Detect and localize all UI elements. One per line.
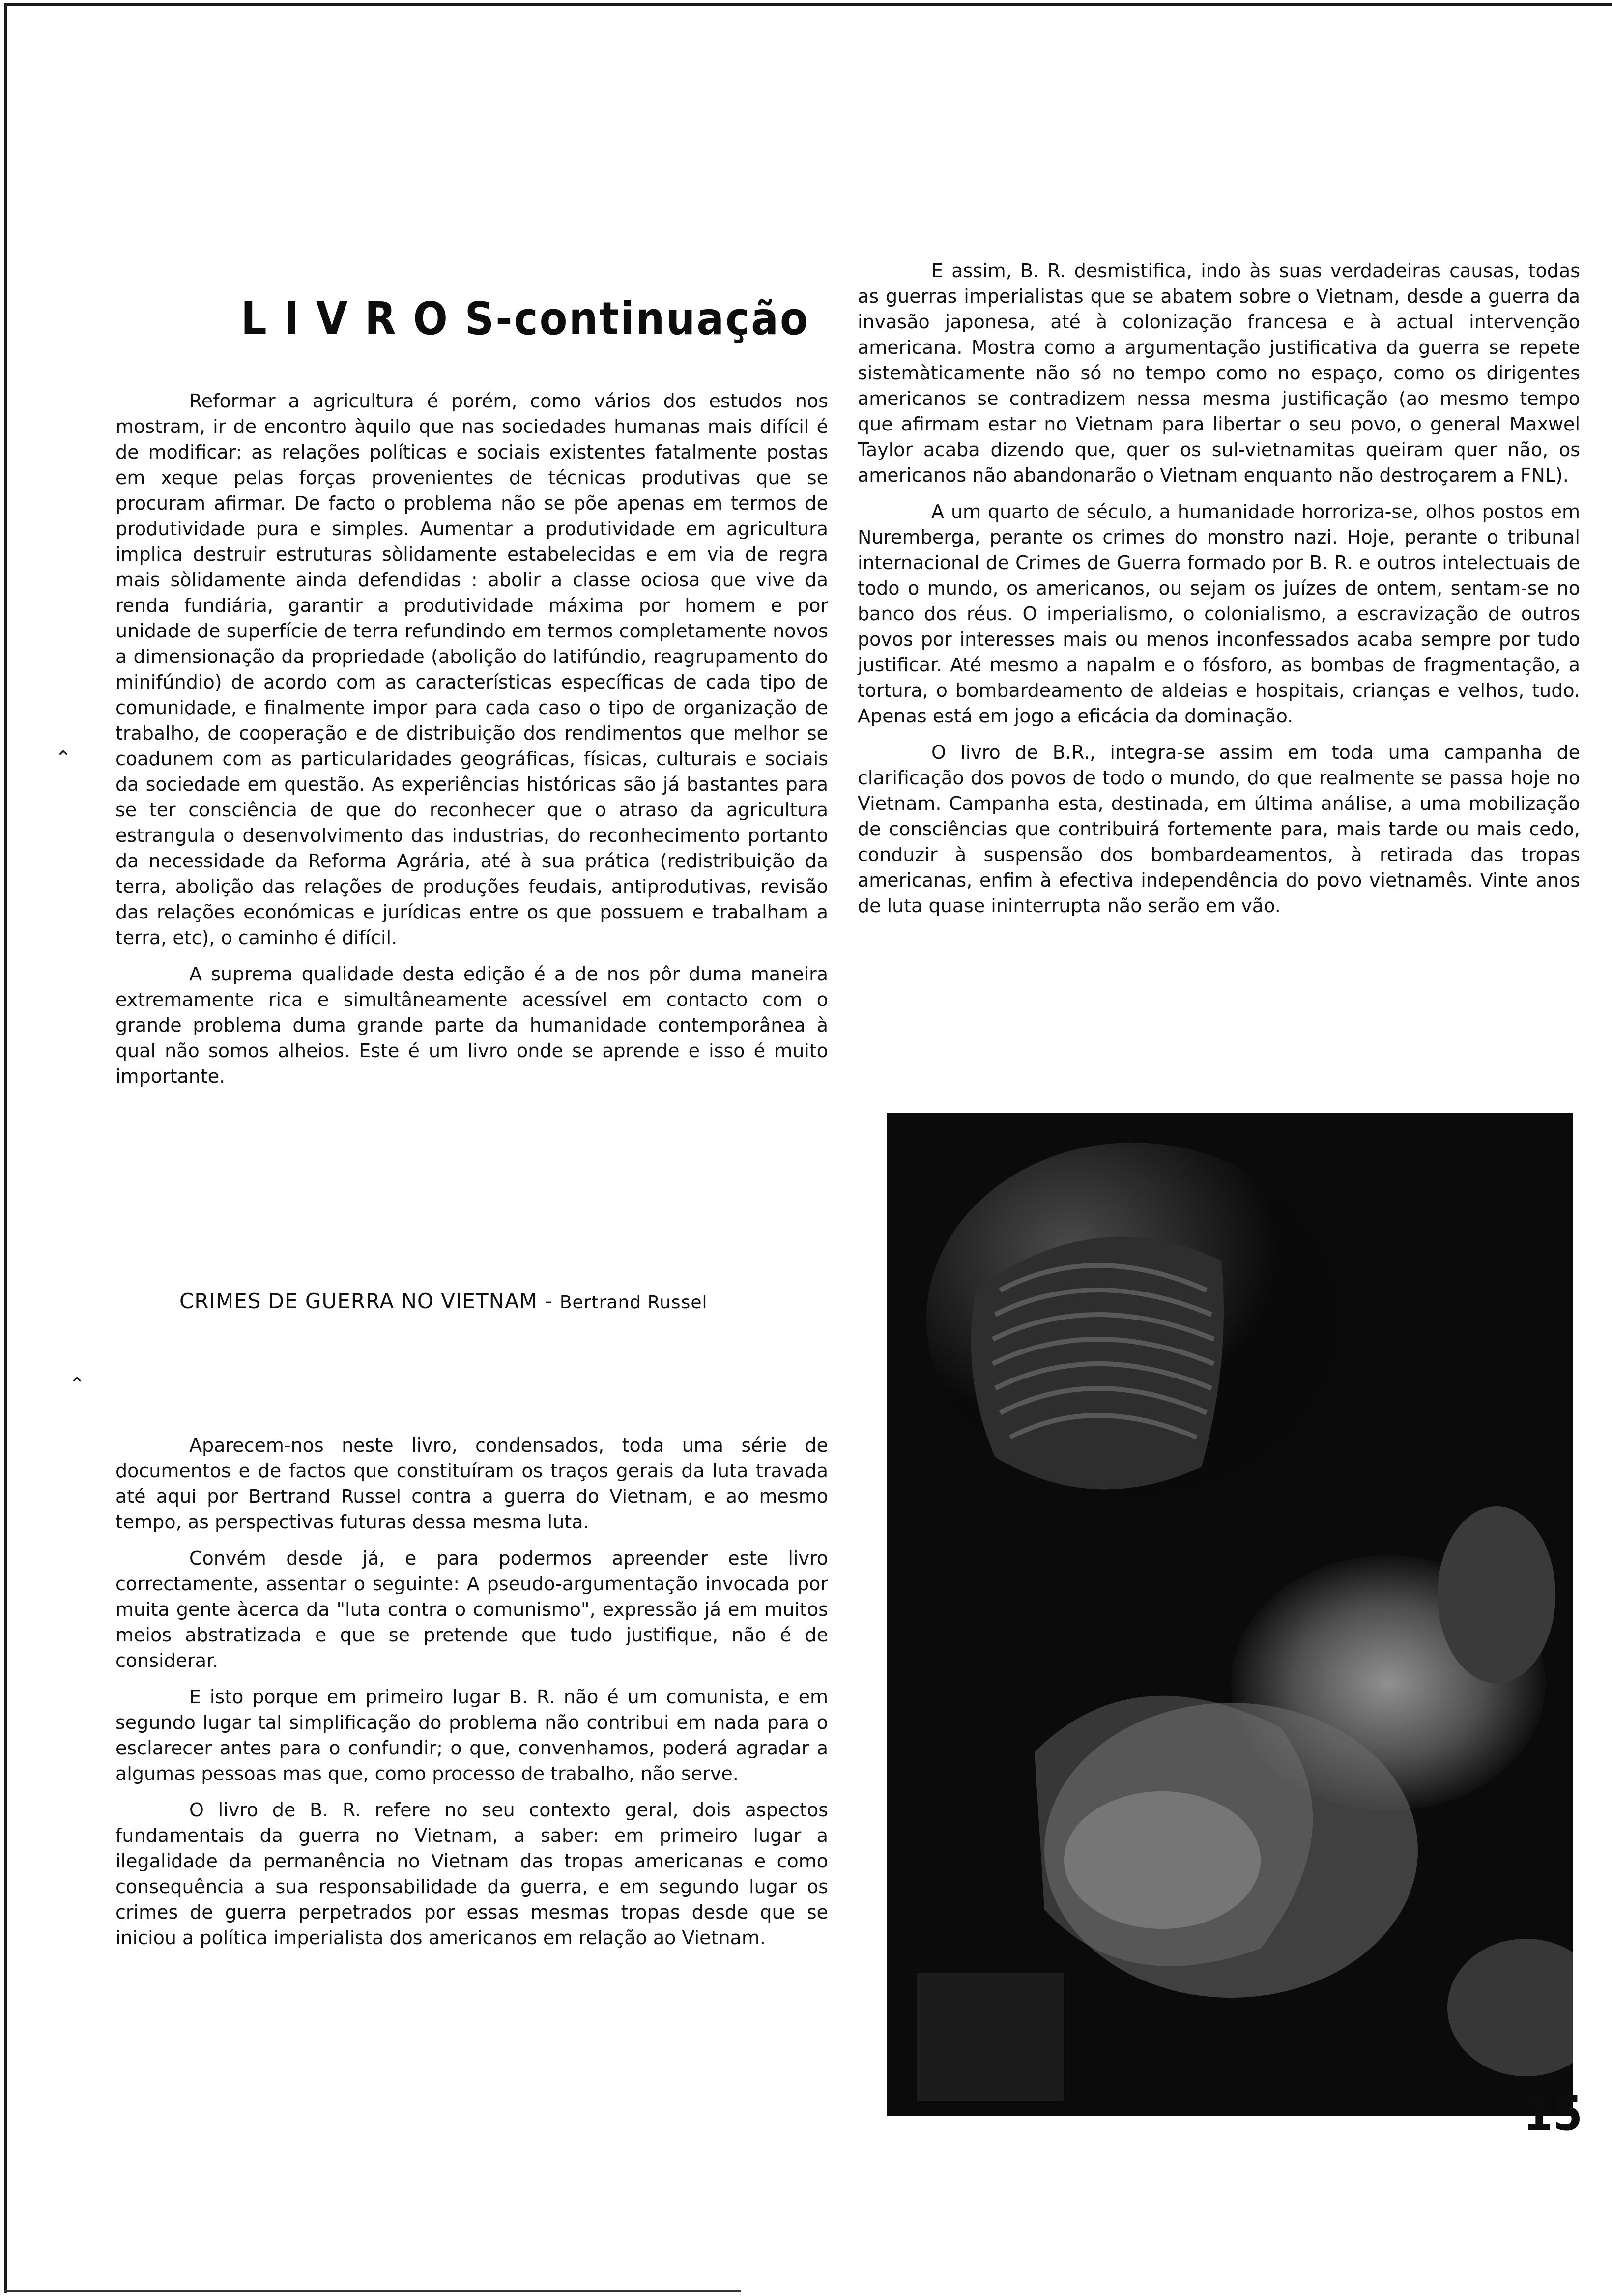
paragraph: Reformar a agricultura é porém, como vários dos estudos nos mostram, ir de encontro àquilo que nas sociedades humanas mais difícil é de modificar: as relações políticas e sociais existentes fatalmente postas em xeque pelas forças provenientes de técnicas produtivas que se procuram afirmar. De facto o problema não se põe apenas em termos de produtividade pura e simples. Aumentar a produtividade em agricultura implica destruir estruturas sòlidamente estabelecidas e em via de regra mais sòlidamente ainda defendidas : abolir a classe ociosa que vive da renda fundiária, garantir a produtividade máxima por homem e por unidade de superfície de terra refundindo em termos completamente novos a dimensionação da propriedade (abolição do latifúndio, reagrupamento do minifúndio) de acordo com as características específicas de cada tipo de comunidade, e finalmente impor para cada caso o tipo de organização de trabalho, de cooperação e de distribuição dos rendimentos que melhor se coadunem com as particularidades geográficas, físicas, culturais e sociais da sociedade em questão. As experiências históricas são já bastantes para se ter consciência de que do reconhecer que o atraso da agricultura estrangula o desenvolvimento das industrias, do reconhecimento portanto da necessidade da Reforma Agrária, até à sua prática (redistribuição da terra, abolição das relações de produções feudais, antiprodutivas, revisão das relações económicas e jurídicas entre os que possuem e trabalham a terra, etc), o caminho é difícil. — [115, 390, 828, 948]
left-column-bottom — [115, 1433, 828, 1961]
paragraph: E isto porque em primeiro lugar B. R. não é um comunista, e em segundo lugar tal simplificação do problema não contribui em nada para o esclarecer antes para o confundir; o que, convenhamos, poderá agradar a algumas pessoas mas que, como processo de trabalho, não serve. — [115, 1686, 828, 1784]
book-author: Bertrand Russel — [559, 1292, 708, 1313]
page-number: 15 — [1523, 2086, 1583, 2141]
paragraph: O livro de B. R. refere no seu contexto geral, dois aspectos fundamentais da guerra no Vietnam, a saber: em primeiro lugar a ilegalidade da permanência no Vietnam das tropas americanas e como consequência a sua responsabilidade da guerra, e em segundo lugar os crimes de guerra perpetrados por essas mesmas tropas desde que se iniciou a política imperialista dos americanos em relação ao Vietnam. — [115, 1799, 828, 1949]
paragraph: O livro de B.R., integra-se assim em toda uma campanha de clarificação dos povos de todo o mundo, do que realmente se passa hoje no Vietnam. Campanha esta, destinada, em última análise, a uma mobilização de consciências que contribuirá fortemente para, mais tarde ou mais cedo, conduzir à suspensão dos bombardeamentos, à retirada das tropas americanas, enfim à efectiva independência do povo vietnamês. Vinte anos de luta quase ininterrupta não serão em vão. — [858, 742, 1580, 917]
page-title: L I V R O S-continuação — [241, 292, 809, 345]
scan-edge-left — [4, 3, 7, 2293]
paragraph: Aparecem-nos neste livro, condensados, toda uma série de documentos e de factos que constituíram os traços gerais da luta travada até aqui por Bertrand Russel contra a guerra do Vietnam, e ao mesmo tempo, as perspectivas futuras dessa mesma luta. — [115, 1435, 828, 1533]
paragraph: A um quarto de século, a humanidade horroriza-se, olhos postos em Nuremberga, perante os crimes do monstro nazi. Hoje, perante o tribunal internacional de Crimes de Guerra formado por B. R. e outros intelectuais de todo o mundo, os americanos, ou sejam os juízes de ontem, sentam-se no banco dos réus. O imperialismo, o colonialismo, a escravização de outros povos por interesses mais ou menos inconfessados acaba sempre por tudo justificar. Até mesmo a napalm e o fósforo, as bombas de fragmentação, a tortura, o bombardeamento de aldeias e hospitais, crianças e velhos, tudo. Apenas está em jogo a eficácia da dominação. — [858, 501, 1580, 727]
scan-mark: ⌃ — [55, 747, 72, 770]
paragraph: A suprema qualidade desta edição é a de nos pôr duma maneira extremamente rica e simultâneamente acessível em contacto com o grande problema duma grande parte da humanidade contemporânea à qual não somos alheios. Este é um livro onde se aprende e isso é muito importante. — [115, 963, 828, 1087]
scan-edge-bottom — [4, 2290, 741, 2292]
paragraph: Convém desde já, e para podermos apreender este livro correctamente, assentar o seguinte: A pseudo-argumentação invocada por muita gente àcerca da "luta contra o comunismo", expressão já em muitos meios abstratizada e que se pretende que tudo justifique, não é de considerar. — [115, 1548, 828, 1671]
photo-image — [887, 1113, 1573, 2116]
left-column-top — [115, 388, 828, 1100]
paragraph: E assim, B. R. desmistifica, indo às suas verdadeiras causas, todas as guerras imperialistas que se abatem sobre o Vietnam, desde a guerra da invasão japonesa, até à colonização francesa e à actual intervenção americana. Mostra como a argumentação justificativa da guerra se repete sistemàticamente não só no tempo como no espaço, como os dirigentes americanos se contradizem nessa mesma justificação (ao mesmo tempo que afirmam estar no Vietnam para libertar o seu povo, o general Maxwel Taylor acaba dizendo que, quer os sul-vietnamitas queiram quer não, os americanos não abandonarão o Vietnam enquanto não destroçarem a FNL). — [858, 260, 1580, 486]
book-title: CRIMES DE GUERRA NO VIETNAM - — [179, 1289, 560, 1313]
scan-edge-top — [4, 3, 1612, 6]
photo-illustration — [887, 1113, 1573, 2116]
book-heading — [179, 1288, 818, 1317]
scan-mark: ⌃ — [69, 1374, 86, 1396]
right-column — [858, 258, 1580, 929]
